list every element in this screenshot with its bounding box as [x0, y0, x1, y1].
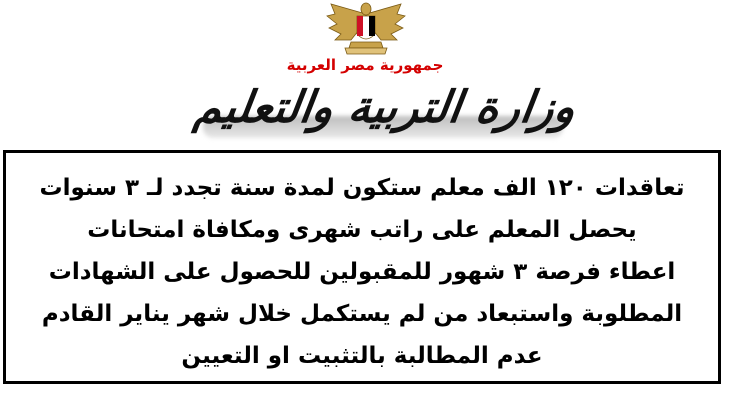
ministry-logo: [185, 76, 585, 140]
announcement-line-5: عدم المطالبة بالتثبيت او التعيين: [181, 343, 543, 369]
announcement-line-4: المطلوبة واستبعاد من لم يستكمل خلال شهر يناير القادم: [41, 301, 683, 327]
announcement-line-2: يحصل المعلم على راتب شهرى ومكافاة امتحانات: [87, 217, 637, 243]
ministry-label: وزارة التربية والتعليم: [191, 82, 579, 133]
announcement-box: [3, 150, 721, 384]
egypt-eagle-emblem-icon: [325, 0, 407, 56]
header: [0, 0, 730, 150]
announcement-line-1: تعاقدات ١٢٠ الف معلم ستكون لمدة سنة تجدد لـ ٣ سنوات: [39, 175, 685, 201]
announcement-line-3: اعطاء فرصة ٣ شهور للمقبولين للحصول على الشهادات: [48, 259, 676, 285]
republic-label: جمهورية مصر العربية: [286, 56, 444, 74]
